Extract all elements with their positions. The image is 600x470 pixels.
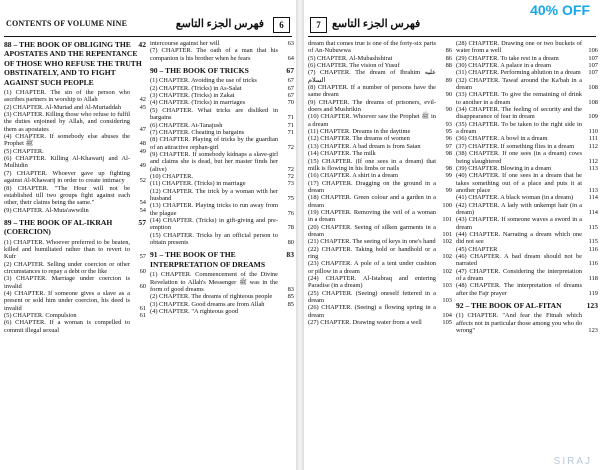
chapter-entry[interactable] [150,122,294,129]
entry-page-number: 86 [445,54,452,62]
chapter-entry[interactable] [150,92,294,99]
entry-title: (21) CHAPTER. The seeing of keys in one's hand [308,238,436,246]
left-page [0,0,296,470]
entry-page-number: 103 [442,297,452,305]
chapter-entry[interactable] [150,129,294,136]
chapter-entry[interactable] [456,77,598,92]
entry-title: (19) CHAPTER. Removing the veil of a woman in a dream [308,208,436,224]
entry-title: (15) CHAPTER. (If one sees in a dream) that milk is flowing in his limbs or nails [308,157,436,172]
discount-badge[interactable]: 40% OFF [526,2,594,18]
entry-page-number: 90 [445,106,452,114]
entry-title: (13) CHAPTER. Playing tricks to run away from the plague [150,202,278,217]
chapter-entry[interactable] [456,165,598,172]
entry-title: (4) CHAPTER. (Tricks) in marriages [150,99,246,107]
entry-title: (40) CHAPTER. If one sees in a dream that he takes something out of a place and puts it at another place [456,172,582,194]
entry-title: (14) CHAPTER. (Tricks) in gift-giving and pre-emption [150,216,278,232]
entry-page-number: 96 [445,135,452,143]
chapter-entry[interactable] [308,158,452,173]
entry-title: 92 – THE BOOK OF AL-FITAN [456,301,562,311]
page-number: 6 [273,17,290,33]
entry-title: (42) CHAPTER. A lady with unkempt hair (in a dream) [456,201,582,216]
entry-page-number: 113 [588,164,598,172]
entry-page-number: 119 [588,289,598,297]
entry-page-number: 67 [287,77,294,85]
chapter-entry[interactable] [308,113,452,128]
chapter-entry[interactable] [456,216,598,231]
entry-title: (28) CHAPTER. Drawing one or two buckets of water from a well [456,40,582,55]
entry-page-number: 52 [139,177,146,185]
entry-page-number: 86 [445,47,452,55]
entry-page-number: 75 [287,194,294,202]
chapter-entry[interactable] [308,84,452,99]
entry-page-number: 85 [287,293,294,301]
entry-page-number: 104 [442,311,452,319]
entry-page-number: 71 [287,121,294,129]
chapter-entry[interactable] [150,40,294,47]
entry-title: (36) CHAPTER. A bowl in a dream [456,135,548,143]
chapter-entry[interactable] [150,271,294,293]
chapter-entry[interactable] [150,202,294,217]
chapter-entry[interactable] [308,224,452,239]
entry-title: (2) CHAPTER. Al-Murtad and Al-Murtaddah [4,103,121,111]
entry-page-number: 57 [138,217,146,227]
entry-page-number: 102 [442,238,452,246]
entry-page-number: 61 [139,312,146,320]
entry-title: (5) CHAPTER. Al-Mubashshirat [308,54,393,62]
chapter-entry[interactable] [150,180,294,187]
entry-page-number: 108 [588,98,598,106]
entry-title: (1) CHAPTER. Commencement of the Divine Revelation to Allah's Messenger ﷺ was in the form of good dreams [150,271,278,293]
entry-title: (41) CHAPTER. A black woman (in a dream) [456,194,574,202]
entry-page-number: 101 [442,230,452,238]
entry-title: (1) CHAPTER. Avoiding the use of tricks [150,77,257,85]
entry-title: (6) CHAPTER. The vision of Yusuf [308,62,400,70]
chapter-entry[interactable] [456,172,598,194]
chapter-entry[interactable] [150,173,294,180]
entry-page-number: 76 [287,209,294,217]
entry-title: (4) CHAPTER. If somebody else abuses the Prophet ﷺ [4,133,130,148]
chapter-entry[interactable] [150,107,294,122]
entry-page-number: 110 [588,128,598,136]
entry-title: (22) CHAPTER. Taking hold or handhold or a ring [308,245,436,260]
chapter-entry[interactable] [456,121,598,136]
entry-page-number: 49 [139,147,146,155]
entry-page-number: 107 [588,69,598,77]
chapter-entry[interactable] [456,246,598,253]
entry-title: (31) CHAPTER. Performing ablution in a dream [456,69,581,77]
entry-title: (2) CHAPTER. The dreams of righteous people [150,293,273,301]
entry-page-number: 109 [588,113,598,121]
entry-page-number: 93 [445,120,452,128]
entry-title: (39) CHAPTER. Blowing in a dream [456,164,552,172]
chapter-entry[interactable] [456,135,598,142]
chapter-entry[interactable] [150,232,294,247]
arabic-title: فهرس الجزء التاسع [332,18,421,30]
entry-page-number: 72 [287,172,294,180]
entry-title: (32) CHAPTER. Tawaf around the Ka'bah in a dream [456,76,582,92]
page-header [308,16,596,37]
chapter-entry[interactable] [308,128,452,135]
entry-page-number: 105 [442,319,452,327]
entry-page-number: 72 [287,143,294,151]
chapter-entry[interactable] [456,312,598,334]
entry-page-number: 67 [287,84,294,92]
chapter-entry[interactable] [308,143,452,150]
chapter-entry[interactable] [456,231,598,246]
chapter-entry[interactable] [308,209,452,224]
chapter-entry[interactable] [4,275,146,290]
entry-page-number: 116 [588,260,598,268]
chapter-entry[interactable] [4,207,146,214]
entry-title: (24) CHAPTER. Al-Istabraq and entering Paradise (in a dream) [308,275,436,290]
chapter-entry[interactable] [456,69,598,76]
entry-title: 89 – THE BOOK OF AL-IKRAH (COERCION) [4,217,113,237]
chapter-entry[interactable] [4,170,146,185]
entry-title: (37) CHAPTER. If something flies in a dream [456,142,575,150]
chapter-entry[interactable] [4,104,146,111]
entry-title: (45) CHAPTER [456,245,498,253]
entry-title: (8) CHAPTER. If a number of persons have the same dream [308,84,436,99]
entry-page-number: 60 [139,268,146,276]
entry-page-number: 106 [588,47,598,55]
entry-page-number: 98 [445,164,452,172]
entry-title: (14) CHAPTER. The milk [308,150,376,158]
entry-title: (7) CHAPTER. The oath of a man that his companion is his brother when he fears [150,47,278,62]
entry-title: (10) CHAPTER. Whoever saw the Prophet ﷺ in a dream [308,113,436,128]
entry-title: (7) CHAPTER. The dream of Ibrahim عليه السلام [308,69,436,84]
arabic-title: فهرس الجزء التاسع [175,18,264,30]
entry-title: (9) CHAPTER. If somebody kidnaps a slave-girl and claims she is dead, but her master finds her (alive) [150,150,278,173]
entry-page-number: 118 [588,275,598,282]
entry-page-number: 115 [588,223,598,231]
contents-column [4,40,146,334]
entry-page-number: 114 [588,208,598,216]
chapter-entry[interactable] [4,239,146,261]
chapter-entry[interactable] [4,185,146,207]
entry-title: (6) CHAPTER. Killing Al-Khawarij and Al-Mulhidin [4,155,130,170]
chapter-entry[interactable] [308,180,452,195]
contents-column [150,40,294,315]
entry-title: (4) CHAPTER. "A righteous good [150,307,238,315]
entry-page-number: 54 [139,206,146,214]
entry-title: (17) CHAPTER. Dragging on the ground in a dream [308,179,436,194]
entry-title: (27) CHAPTER. Drawing water from a well [308,319,422,327]
entry-title: (4) CHAPTER. If someone gives a slave as a present or sold him under coercion, his deed is invalid [4,290,130,312]
entry-title: (15) CHAPTER. Tricks by an official person to obtain presents [150,231,278,246]
chapter-entry[interactable] [4,111,146,133]
entry-page-number: 45 [139,103,146,111]
entry-title: (48) CHAPTER. The interpretation of dreams after the Fajr prayer [456,282,582,297]
entry-title: (29) CHAPTER. To take rest in a dream [456,54,559,62]
entry-page-number: 107 [588,54,598,62]
chapter-entry[interactable] [308,62,452,69]
entry-page-number: 83 [287,285,294,293]
entry-page-number: 112 [588,157,598,165]
entry-page-number: 101 [442,216,452,224]
entry-title: (47) CHAPTER. Considering the interpretation of a dream [456,267,582,282]
entry-page-number: 42 [139,96,146,104]
chapter-entry[interactable] [308,150,452,157]
contents-column [308,40,452,326]
entry-title: (10) CHAPTER. [150,172,193,180]
chapter-entry[interactable] [308,319,452,326]
chapter-entry[interactable] [150,85,294,92]
entry-title: 91 – THE BOOK OF THE INTERPRETATION OF DREAMS [150,250,266,269]
entry-page-number: 123 [586,301,598,311]
chapter-entry[interactable] [308,194,452,209]
chapter-entry[interactable] [150,99,294,106]
chapter-entry[interactable] [150,308,294,315]
entry-page-number: 116 [588,245,598,253]
entry-page-number: 107 [588,62,598,70]
entry-title: (18) CHAPTER. Green colour and a garden in a dream [308,194,436,209]
chapter-entry[interactable] [150,136,294,151]
chapter-entry[interactable] [456,55,598,62]
entry-title: (3) CHAPTER. Killing those who refuse to fulfil the duties enjoined by Allah, and considering them as apostates [4,111,130,133]
chapter-entry[interactable] [150,47,294,62]
chapter-entry[interactable] [308,304,452,319]
entry-page-number: 72 [287,165,294,173]
entry-page-number: 61 [139,304,146,312]
chapter-entry[interactable] [4,319,146,334]
entry-title: (2) CHAPTER. (Tricks) in As-Salat [150,84,242,92]
entry-page-number: 85 [287,300,294,308]
entry-title: (3) CHAPTER. (Tricks) in Zakat [150,92,235,100]
entry-title: (46) CHAPTER. A bad dream should not be narrated [456,252,582,268]
entry-title: (1) CHAPTER. "And fear the Fitnah which affects not in particular those among you who do wrong" [456,312,582,335]
entry-page-number: 80 [287,239,294,246]
chapter-entry[interactable] [4,155,146,170]
entry-page-number: 42 [138,40,146,49]
entry-page-number: 113 [588,186,598,194]
entry-page-number: 71 [287,114,294,122]
chapter-entry[interactable] [456,282,598,297]
entry-page-number: 90 [445,91,452,99]
chapter-entry[interactable] [150,151,294,173]
entry-title: (35) CHAPTER. To be taken to the right side in a dream [456,120,582,136]
book-gutter [296,0,304,470]
entry-title: (5) CHAPTER. What tricks are disliked in bargains [150,106,278,122]
chapter-entry[interactable] [150,217,294,232]
chapter-entry[interactable] [308,99,452,114]
entry-page-number: 100 [442,201,452,209]
entry-title: (13) CHAPTER. A bad dream is from Satan [308,142,421,150]
chapter-entry[interactable] [308,69,452,84]
chapter-entry[interactable] [308,260,452,275]
entry-page-number: 89 [445,76,452,84]
entry-title: (20) CHAPTER. Seeing of silken garments in a dream [308,223,436,238]
volume-title: CONTENTS OF VOLUME NINE [6,19,128,28]
entry-page-number: 99 [445,172,452,180]
watermark-text: SIRAJ [553,456,592,467]
entry-title: (1) CHAPTER. The sin of the person who ascribes partners in worship to Allah [4,89,130,104]
chapter-entry[interactable] [456,268,598,283]
entry-page-number: 112 [588,142,598,150]
entry-title: (26) CHAPTER. (Seeing) a flowing spring in a dream [308,304,436,319]
entry-title: dream that comes true is one of the forty-six parts of An-Nubuwwa [308,40,436,55]
entry-page-number: 95 [445,128,452,136]
entry-title: (16) CHAPTER. A shirt in a dream [308,172,398,180]
entry-title: (6) CHAPTER. At-Tanajush [150,121,223,129]
entry-title: (12) CHAPTER. The dreams of women [308,135,410,143]
chapter-entry[interactable] [456,62,598,69]
chapter-entry[interactable] [308,246,452,261]
entry-page-number: 88 [445,62,452,70]
entry-page-number: 73 [287,180,294,188]
entry-page-number: 70 [287,99,294,107]
entry-title: (12) CHAPTER. The trick by a woman with her husband [150,187,278,202]
chapter-entry[interactable] [456,202,598,217]
entry-page-number: 114 [588,194,598,202]
entry-page-number: 98 [445,150,452,158]
entry-title: (1) CHAPTER. Whoever preferred to be beaten, killed and humiliated rather than to revert to Kufr [4,238,130,261]
chapter-entry[interactable] [308,290,452,305]
entry-title: (5) CHAPTER. Compulsion [4,312,77,320]
entry-page-number: 103 [442,282,452,290]
entry-title: intercourse against her will [150,40,220,47]
right-page [304,0,600,470]
entry-title: (25) CHAPTER. (Seeing) oneself fettered in a dream [308,289,436,305]
entry-page-number: 54 [139,199,146,207]
chapter-entry[interactable] [456,194,598,201]
entry-title: (43) CHAPTER. If someone waves a sword in a dream [456,216,582,231]
entry-title: (3) CHAPTER. Marriage under coercion is invalid [4,275,130,290]
entry-page-number: 83 [286,250,294,260]
chapter-entry[interactable] [4,312,146,319]
chapter-entry[interactable] [150,188,294,203]
chapter-entry[interactable] [456,106,598,121]
chapter-entry[interactable] [150,301,294,308]
entry-title: (7) CHAPTER. Whoever gave up fighting against Al-Khawarij in order to create intimacy [4,169,130,185]
chapter-entry[interactable] [4,261,146,276]
entry-title: (3) CHAPTER. Good dreams are from Allah [150,300,265,308]
chapter-entry[interactable] [4,133,146,148]
entry-page-number: 78 [287,224,294,232]
chapter-entry[interactable] [4,290,146,312]
entry-page-number: 97 [445,142,452,150]
entry-title: (23) CHAPTER. A pole of a tent under cushion or pillow in a dream [308,260,436,275]
entry-page-number: 67 [287,92,294,100]
chapter-entry[interactable] [308,172,452,179]
entry-title: (6) CHAPTER. If a woman is compelled to commit illegal sexual [4,319,130,334]
chapter-entry[interactable] [308,275,452,290]
contents-column [456,40,598,334]
entry-title: (44) CHAPTER. Narrating a dream which one did not see [456,230,582,246]
chapter-entry[interactable] [308,55,452,62]
book-heading[interactable] [150,66,294,75]
entry-page-number: 48 [139,140,146,148]
entry-title: (38) CHAPTER. If one sees (in a dream) cows being slaughtered [456,150,582,165]
chapter-entry[interactable] [4,148,146,155]
entry-title: (11) CHAPTER. Dreams in the daytime [308,128,411,136]
entry-title: (34) CHAPTER. The feeling of security and the disappearance of fear in dream [456,106,582,121]
book-heading[interactable] [456,301,598,310]
page-header [4,16,292,37]
chapter-entry[interactable] [456,40,598,55]
page-number: 7 [310,17,327,33]
entry-page-number: 99 [445,186,452,194]
entry-title: 90 – THE BOOK OF TRICKS [150,66,249,76]
entry-page-number: 64 [287,54,294,62]
chapter-entry[interactable] [150,77,294,84]
chapter-entry[interactable] [456,253,598,268]
entry-title: (9) CHAPTER. Al-Muta'awwilin [4,206,89,214]
entry-title: (33) CHAPTER. To give the remaining of drink to another in a dream [456,91,582,106]
entry-page-number: 67 [286,66,294,76]
chapter-entry[interactable] [308,238,452,245]
chapter-entry[interactable] [4,89,146,104]
book-heading[interactable] [150,250,294,269]
entry-page-number: 108 [588,84,598,92]
entry-page-number: 60 [139,282,146,290]
entry-page-number: 111 [588,135,598,143]
entry-title: (2) CHAPTER. Selling under coercion or other circumstances to repay a debt or the like [4,260,130,276]
chapter-entry[interactable] [456,91,598,106]
entry-page-number: 102 [442,267,452,275]
entry-page-number: 47 [139,125,146,133]
entry-title: (8) CHAPTER. "The Hour will not be established till two groups fight against each other, their claims being the same." [4,184,130,207]
entry-title: (11) CHAPTER. (Tricks) in marriage [150,180,246,188]
book-heading[interactable] [4,218,146,237]
entry-page-number: 57 [139,253,146,261]
entry-title: (30) CHAPTER. A palace in a dream [456,62,551,70]
entry-page-number: 115 [588,238,598,246]
chapter-entry[interactable] [150,293,294,300]
entry-page-number: 49 [139,162,146,170]
book-heading[interactable] [4,40,146,87]
entry-title: (7) CHAPTER. Cheating in bargains [150,128,245,136]
entry-title: (8) CHAPTER. Playing of tricks by the guardian of an attractive orphan-girl [150,136,278,151]
entry-page-number: 123 [588,327,598,335]
entry-title: (9) CHAPTER. The dreams of prisoners, evil-doers and Mushrikin [308,98,436,114]
chapter-entry[interactable] [308,40,452,55]
entry-page-number: 63 [287,40,294,47]
entry-page-number: 102 [442,252,452,260]
entry-title: 88 – THE BOOK OF OBLIGING THE APOSTATES AND THE REPENTANCE OF THOSE WHO REFUSE THE TRUTH OBSTINATELY, AND TO FIGHT AGAINST SUCH PEOPLE [4,40,142,87]
entry-page-number: 71 [287,128,294,136]
chapter-entry[interactable] [308,135,452,142]
entry-title: (5) CHAPTER. [4,147,44,155]
chapter-entry[interactable] [456,150,598,165]
chapter-entry[interactable] [456,143,598,150]
